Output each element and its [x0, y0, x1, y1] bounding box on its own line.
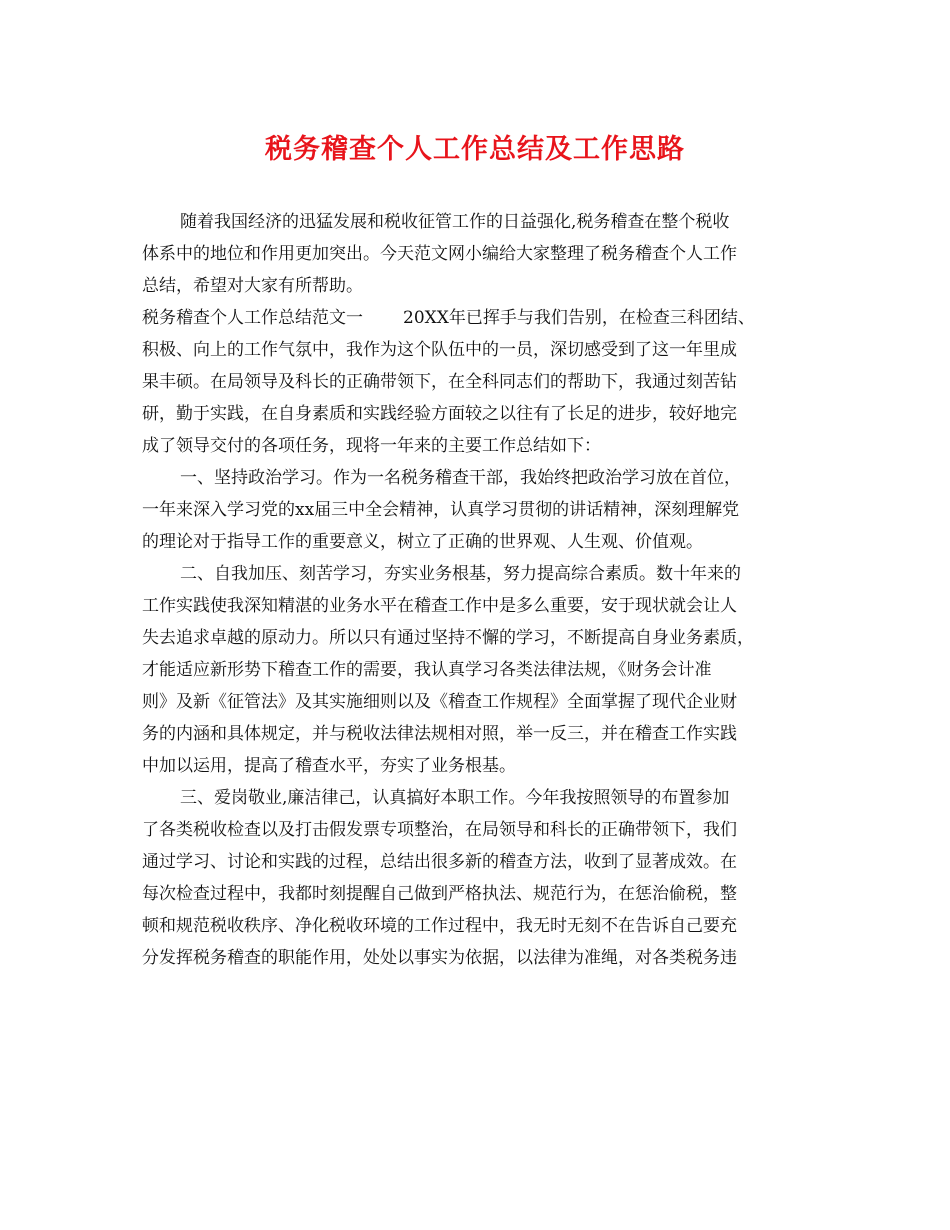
- text-line: 体系中的地位和作用更加突出。今天范文网小编给大家整理了税务稽查个人工作: [142, 244, 737, 264]
- document-title: 税务稽查个人工作总结及工作思路: [265, 134, 685, 165]
- text-line: 总结，希望对大家有所帮助。: [142, 276, 363, 296]
- text-line: 顿和规范税收秩序、净化税收环境的工作过程中，我无时无刻不在告诉自己要充: [142, 916, 737, 936]
- text-line: 才能适应新形势下稽查工作的需要，我认真学习各类法律法规，《财务会计准: [142, 660, 712, 680]
- text-line: 成了领导交付的各项任务，现将一年来的主要工作总结如下：: [142, 436, 601, 456]
- text-line: 分发挥税务稽查的职能作用，处处以事实为依据，以法律为准绳，对各类税务违: [142, 948, 737, 968]
- text-line: 积极、向上的工作气氛中，我作为这个队伍中的一员，深切感受到了这一年里成: [142, 340, 737, 360]
- text-line: 每次检查过程中，我都时刻提醒自己做到严格执法、规范行为，在惩治偷税，整: [142, 884, 737, 904]
- text-line: 一年来深入学习党的xx届三中全会精神，认真学习贯彻的讲话精神，深刻理解党: [142, 500, 740, 520]
- text-line: 三、爱岗敬业,廉洁律己，认真搞好本职工作。今年我按照领导的布置参加: [180, 788, 730, 808]
- text-line: 通过学习、讨论和实践的过程，总结出很多新的稽查方法，收到了显著成效。在: [142, 852, 737, 872]
- text-line: 研，勤于实践，在自身素质和实践经验方面较之以往有了长足的进步，较好地完: [142, 404, 737, 424]
- text-line: 工作实践使我深知精湛的业务水平在稽查工作中是多么重要，安于现状就会让人: [142, 596, 737, 616]
- text-line: 随着我国经济的迅猛发展和税收征管工作的日益强化,税务稽查在整个税收: [180, 212, 730, 232]
- text-line: 果丰硕。在局领导及科长的正确带领下，在全科同志们的帮助下，我通过刻苦钻: [142, 372, 737, 392]
- section-heading: 税务稽查个人工作总结范文一: [142, 308, 363, 328]
- document-body: [142, 206, 808, 974]
- text-line: 失去追求卓越的原动力。所以只有通过坚持不懈的学习，不断提高自身业务素质，: [142, 628, 754, 648]
- text-line: 了各类税收检查以及打击假发票专项整治，在局领导和科长的正确带领下，我们: [142, 820, 737, 840]
- text-line: 二、自我加压、刻苦学习，夯实业务根基，努力提高综合素质。数十年来的: [180, 564, 741, 584]
- text-line: 中加以运用，提高了稽查水平，夯实了业务根基。: [142, 756, 516, 776]
- text-line: 一、坚持政治学习。作为一名税务稽查干部，我始终把政治学习放在首位，: [180, 468, 741, 488]
- text-line: 则》及新《征管法》及其实施细则以及《稽查工作规程》全面掌握了现代企业财: [142, 692, 737, 712]
- text-segment: 20XX年已挥手与我们告别，在检查三科团结、: [403, 308, 755, 328]
- text-line: 的理论对于指导工作的重要意义，树立了正确的世界观、人生观、价值观。: [142, 532, 703, 552]
- text-line-with-heading: [142, 302, 808, 334]
- text-line: 务的内涵和具体规定，并与税收法律法规相对照，举一反三，并在稽查工作实践: [142, 724, 737, 744]
